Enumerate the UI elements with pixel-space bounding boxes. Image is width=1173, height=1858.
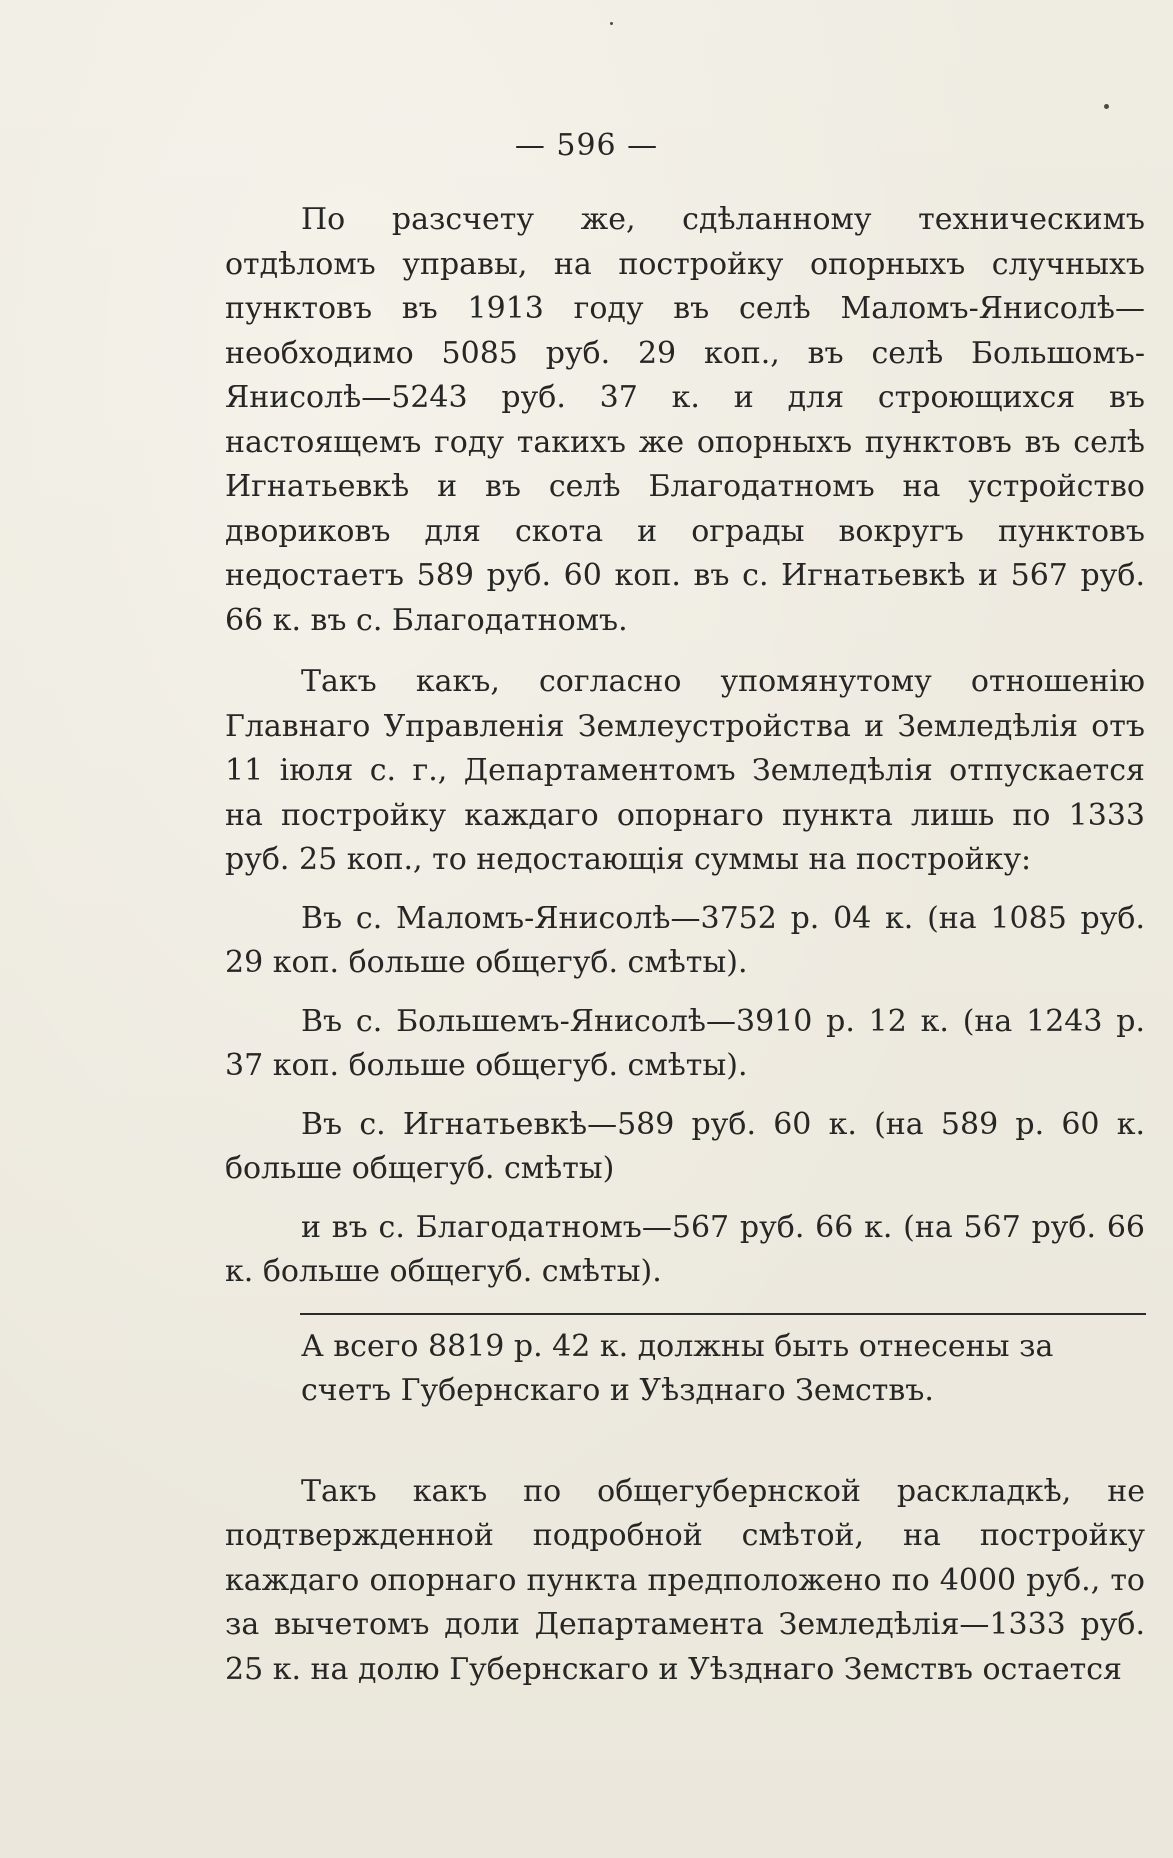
ink-speck bbox=[1104, 104, 1109, 109]
total-line-1: А всего 8819 р. 42 к. должны быть отнесены за bbox=[301, 1328, 1054, 1364]
list-item-malyi-yanisol: Въ с. Маломъ-Янисолѣ—3752 р. 04 к. (на 1085 руб. 29 коп. больше общегуб. смѣты). bbox=[225, 900, 1145, 980]
page-number: — 596 — bbox=[514, 128, 659, 163]
paragraph-calculation: По разсчету же, сдѣланному техническимъ отдѣломъ управы, на постройку опорныхъ случныхъ пунктовъ въ 1913 году въ селѣ Маломъ-Янисолѣ—необходимо 5085 руб. 29 коп., въ селѣ Большомъ-Янисолѣ—5243 руб. 37 к. и для строющихся въ настоящемъ году такихъ же опорныхъ пунктовъ въ селѣ Игнатьевкѣ и въ селѣ Благодатномъ на устройство двориковъ для скота и ограды вокругъ пунктовъ недостаетъ 589 руб. 60 коп. въ с. Игнатьевкѣ и 567 руб. 66 к. въ с. Благодатномъ. bbox=[225, 202, 1145, 638]
paragraph-department-funding: Такъ какъ, согласно упомянутому отношенію Главнаго Управленія Землеустройства и Земледѣлія отъ 11 іюля с. г., Департаментомъ Земледѣлія отпускается на постройку каждаго опорнаго пункта лишь по 1333 руб. 25 коп., то недостающія суммы на постройку: bbox=[225, 664, 1145, 877]
list-item-ignatevka: Въ с. Игнатьевкѣ—589 руб. 60 к. (на 589 р. 60 к. больше общегуб. смѣты) bbox=[225, 1106, 1145, 1186]
total-line-2: счетъ Губернскаго и Уѣзднаго Земствъ. bbox=[301, 1373, 934, 1408]
body-text bbox=[225, 198, 1145, 1692]
list-item-blagodatnoe: и въ с. Благодатномъ—567 руб. 66 к. (на 567 руб. 66 к. больше общегуб. смѣты). bbox=[225, 1209, 1145, 1289]
total-summary bbox=[225, 1325, 1145, 1414]
divider-line bbox=[300, 1313, 1146, 1315]
ink-speck bbox=[610, 22, 613, 25]
list-item-bolshoi-yanisol: Въ с. Большемъ-Янисолѣ—3910 р. 12 к. (на 1243 р. 37 коп. больше общегуб. смѣты). bbox=[225, 1003, 1145, 1083]
paragraph-general-estimate: Такъ какъ по общегубернской раскладкѣ, не подтвержденной подробной смѣтой, на постройку каждаго опорнаго пункта предположено по 4000 руб., то за вычетомъ доли Департамента Земледѣлія—1333 руб. 25 к. на долю Губернскаго и Уѣзднаго Земствъ остается bbox=[225, 1473, 1145, 1687]
